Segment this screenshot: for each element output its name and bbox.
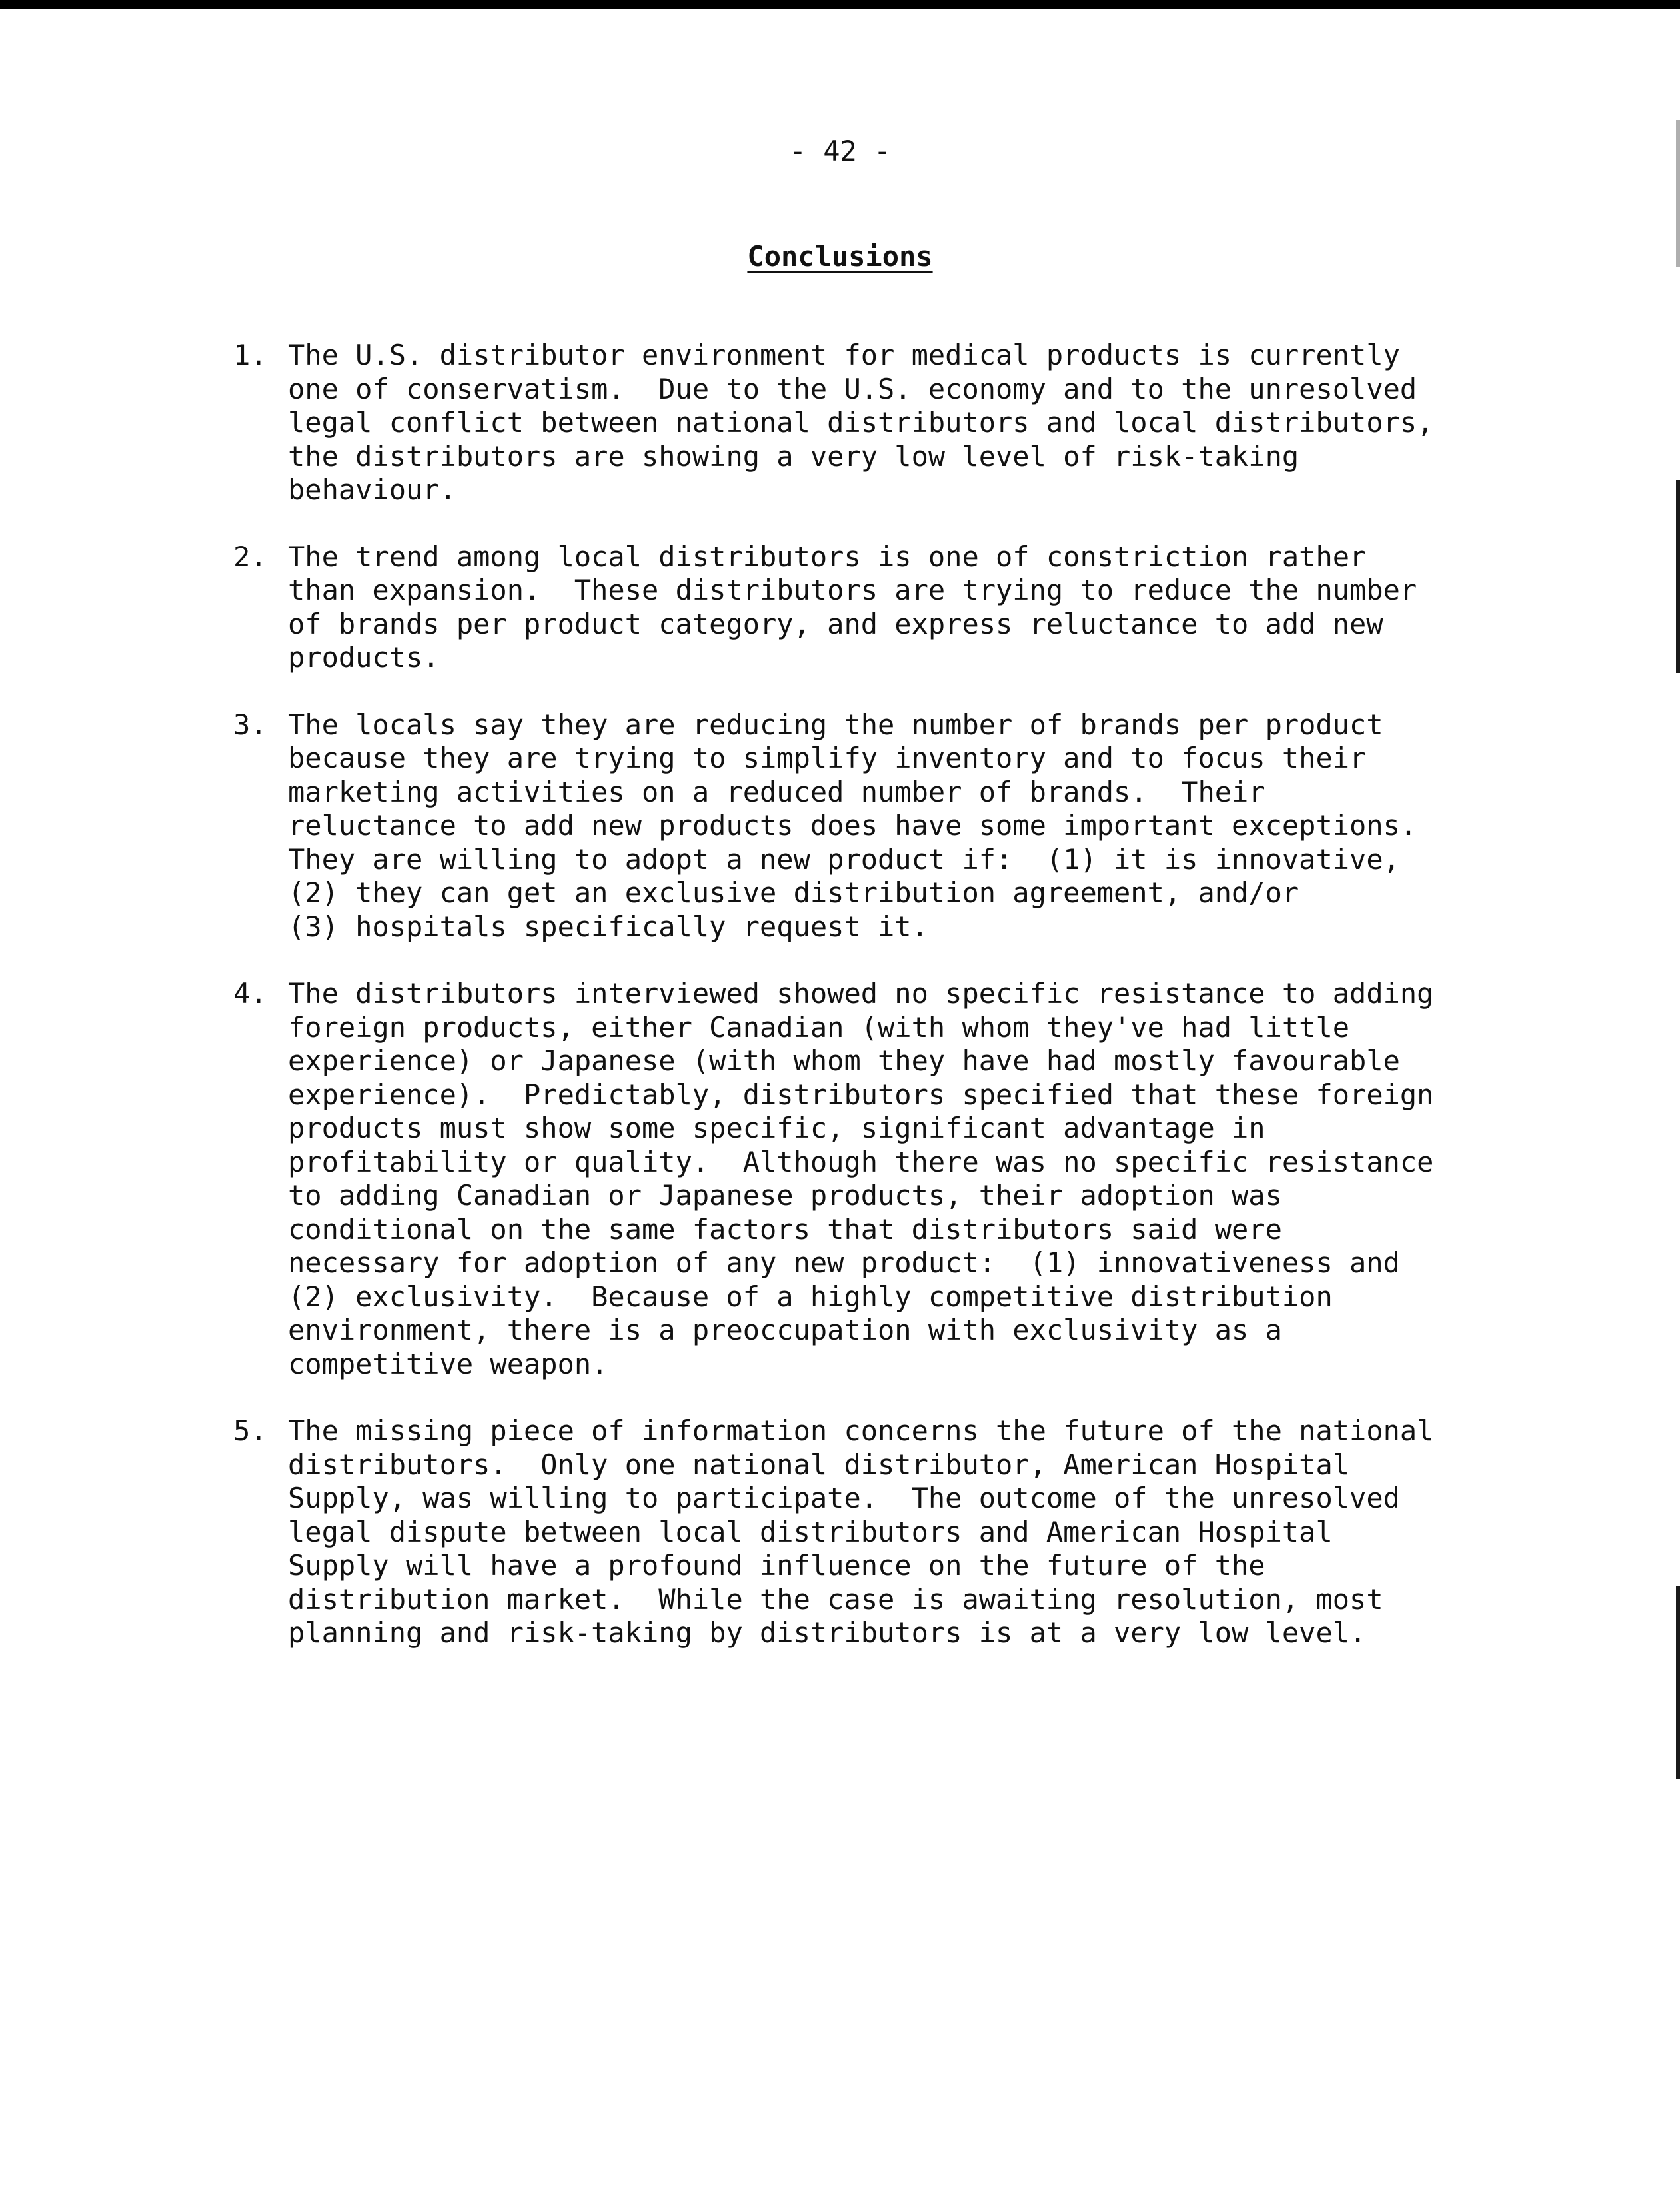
page-number: - 42 - [789,135,891,167]
page-title [0,239,1680,275]
text-line: environment, there is a preoccupation with exclusivity as a [288,1314,1282,1346]
conclusion-text [288,708,1479,944]
conclusion-number: 1. [233,339,267,371]
text-line: distributors. Only one national distributor, American Hospital [288,1448,1350,1481]
conclusion-number: 2. [233,540,267,573]
text-line: because they are trying to simplify inventory and to focus their [288,742,1367,774]
conclusion-text [288,977,1479,1381]
text-line: products. [288,641,440,674]
text-line: behaviour. [288,473,456,506]
conclusion-item [233,708,1479,944]
text-line: distribution market. While the case is awaiting resolution, most [288,1582,1383,1616]
conclusion-item [233,541,1479,675]
conclusion-text [288,541,1479,675]
text-line: necessary for adoption of any new product: (1) innovativeness and [288,1246,1400,1279]
text-line: experience) or Japanese (with whom they have had mostly favourable [288,1044,1400,1077]
text-line: planning and risk-taking by distributors is at a very low level. [288,1616,1367,1649]
text-line: They are willing to adopt a new product if: (1) it is innovative, [288,842,1400,876]
conclusion-item [233,339,1479,507]
conclusion-item [233,1414,1479,1650]
text-line: reluctance to add new products does have some important exceptions. [288,809,1417,842]
text-line: marketing activities on a reduced number of brands. Their [288,775,1265,808]
page-title-text: Conclusions [747,240,933,273]
text-line: conditional on the same factors that distributors said were [288,1212,1282,1246]
text-line: (2) exclusivity. Because of a highly competitive distribution [288,1280,1333,1313]
conclusion-text [288,1414,1479,1650]
conclusion-item [233,977,1479,1381]
conclusion-number: 5. [233,1414,267,1447]
text-line: of brands per product category, and express reluctance to add new [288,607,1383,640]
text-line: The U.S. distributor environment for medical products is currently [288,339,1400,371]
text-line: legal dispute between local distributors and American Hospital [288,1515,1333,1548]
text-line: profitability or quality. Although there was no specific resistance [288,1145,1434,1178]
text-line: foreign products, either Canadian (with whom they've had little [288,1010,1350,1044]
text-line: than expansion. These distributors are trying to reduce the number [288,574,1417,606]
text-line: to adding Canadian or Japanese products, their adoption was [288,1179,1282,1212]
scan-edge-mark [1676,480,1680,673]
text-line: (3) hospitals specifically request it. [288,910,928,943]
conclusion-number: 3. [233,708,267,741]
text-line: (2) they can get an exclusive distribution agreement, and/or [288,876,1299,909]
conclusions-list [233,339,1479,1683]
text-line: The locals say they are reducing the number of brands per product [288,708,1383,741]
text-line: one of conservatism. Due to the U.S. economy and to the unresolved [288,372,1417,405]
conclusion-text [288,339,1479,507]
text-line: Supply, was willing to participate. The outcome of the unresolved [288,1482,1400,1514]
text-line: competitive weapon. [288,1347,608,1380]
text-line: legal conflict between national distributors and local distributors, [288,406,1434,439]
text-line: the distributors are showing a very low level of risk-taking [288,439,1299,473]
text-line: The missing piece of information concerns the future of the national [288,1414,1434,1447]
text-line: Supply will have a profound influence on the future of the [288,1549,1265,1582]
text-line: experience). Predictably, distributors specified that these foreign [288,1078,1434,1111]
scan-top-border [0,0,1680,9]
conclusion-number: 4. [233,977,267,1010]
text-line: The trend among local distributors is one of constriction rather [288,540,1367,573]
scan-edge-mark [1676,1586,1680,1779]
text-line: products must show some specific, significant advantage in [288,1112,1265,1144]
text-line: The distributors interviewed showed no specific resistance to adding [288,977,1434,1010]
